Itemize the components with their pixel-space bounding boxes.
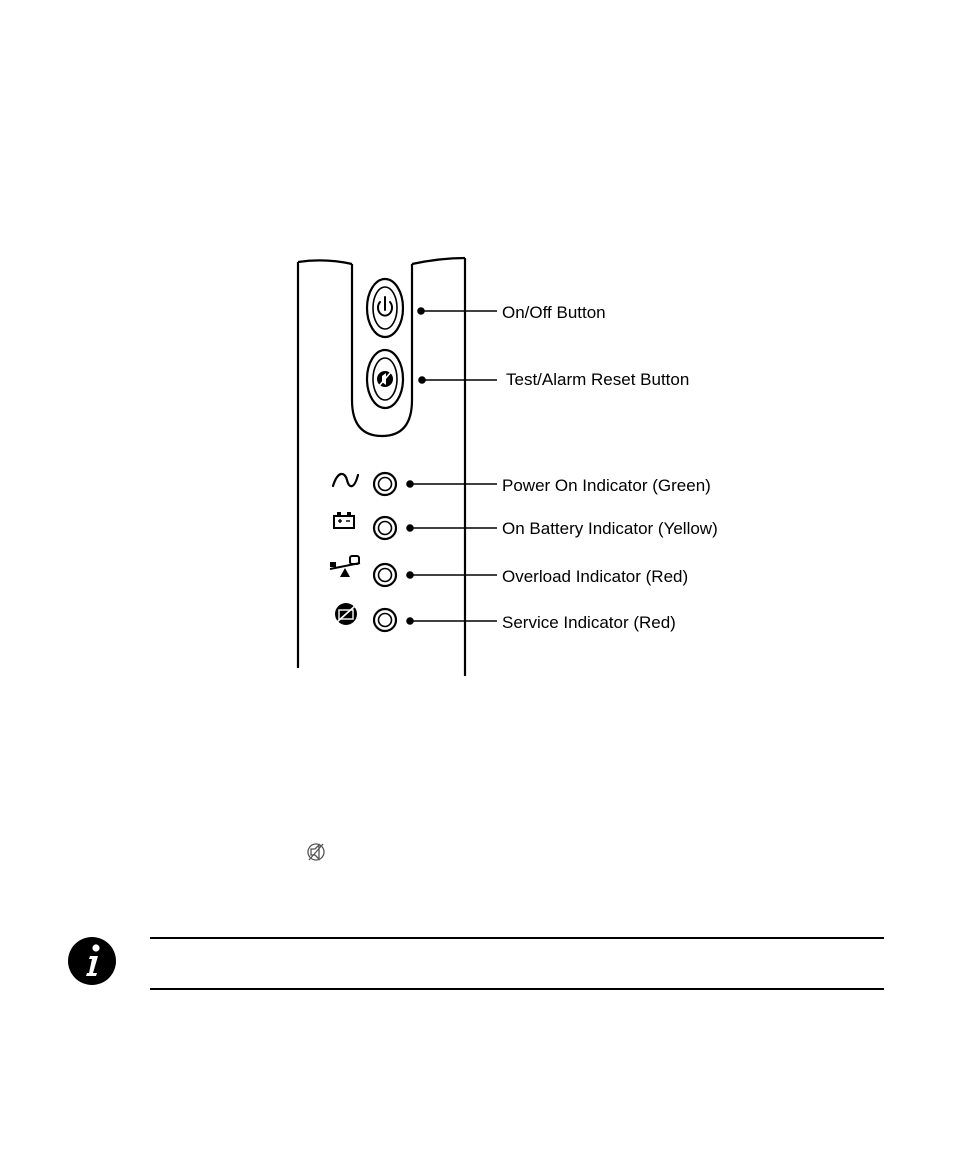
overload-seesaw-icon bbox=[330, 556, 360, 577]
on-battery-led bbox=[374, 517, 396, 539]
service-led bbox=[374, 609, 396, 631]
battery-icon bbox=[334, 512, 354, 528]
leader-lines bbox=[407, 308, 497, 624]
callout-overload-indicator: Overload Indicator (Red) bbox=[502, 567, 689, 586]
note-block bbox=[68, 937, 884, 989]
callout-on-off-button: On/Off Button bbox=[502, 303, 606, 322]
inline-alarm-mute-icon bbox=[308, 844, 324, 860]
alarm-mute-icon bbox=[377, 371, 393, 387]
on-off-button[interactable] bbox=[367, 279, 403, 337]
power-icon bbox=[378, 297, 392, 316]
callout-test-alarm-reset-button: Test/Alarm Reset Button bbox=[506, 370, 690, 389]
overload-led bbox=[374, 564, 396, 586]
callout-on-battery-indicator: On Battery Indicator (Yellow) bbox=[502, 519, 718, 538]
test-alarm-reset-button[interactable] bbox=[367, 350, 403, 408]
power-on-led bbox=[374, 473, 396, 495]
callout-power-on-indicator: Power On Indicator (Green) bbox=[502, 476, 711, 495]
sine-wave-icon bbox=[333, 474, 358, 486]
front-panel bbox=[298, 258, 465, 676]
info-icon bbox=[68, 937, 116, 985]
service-battery-icon bbox=[335, 603, 357, 625]
callout-service-indicator: Service Indicator (Red) bbox=[502, 613, 676, 632]
